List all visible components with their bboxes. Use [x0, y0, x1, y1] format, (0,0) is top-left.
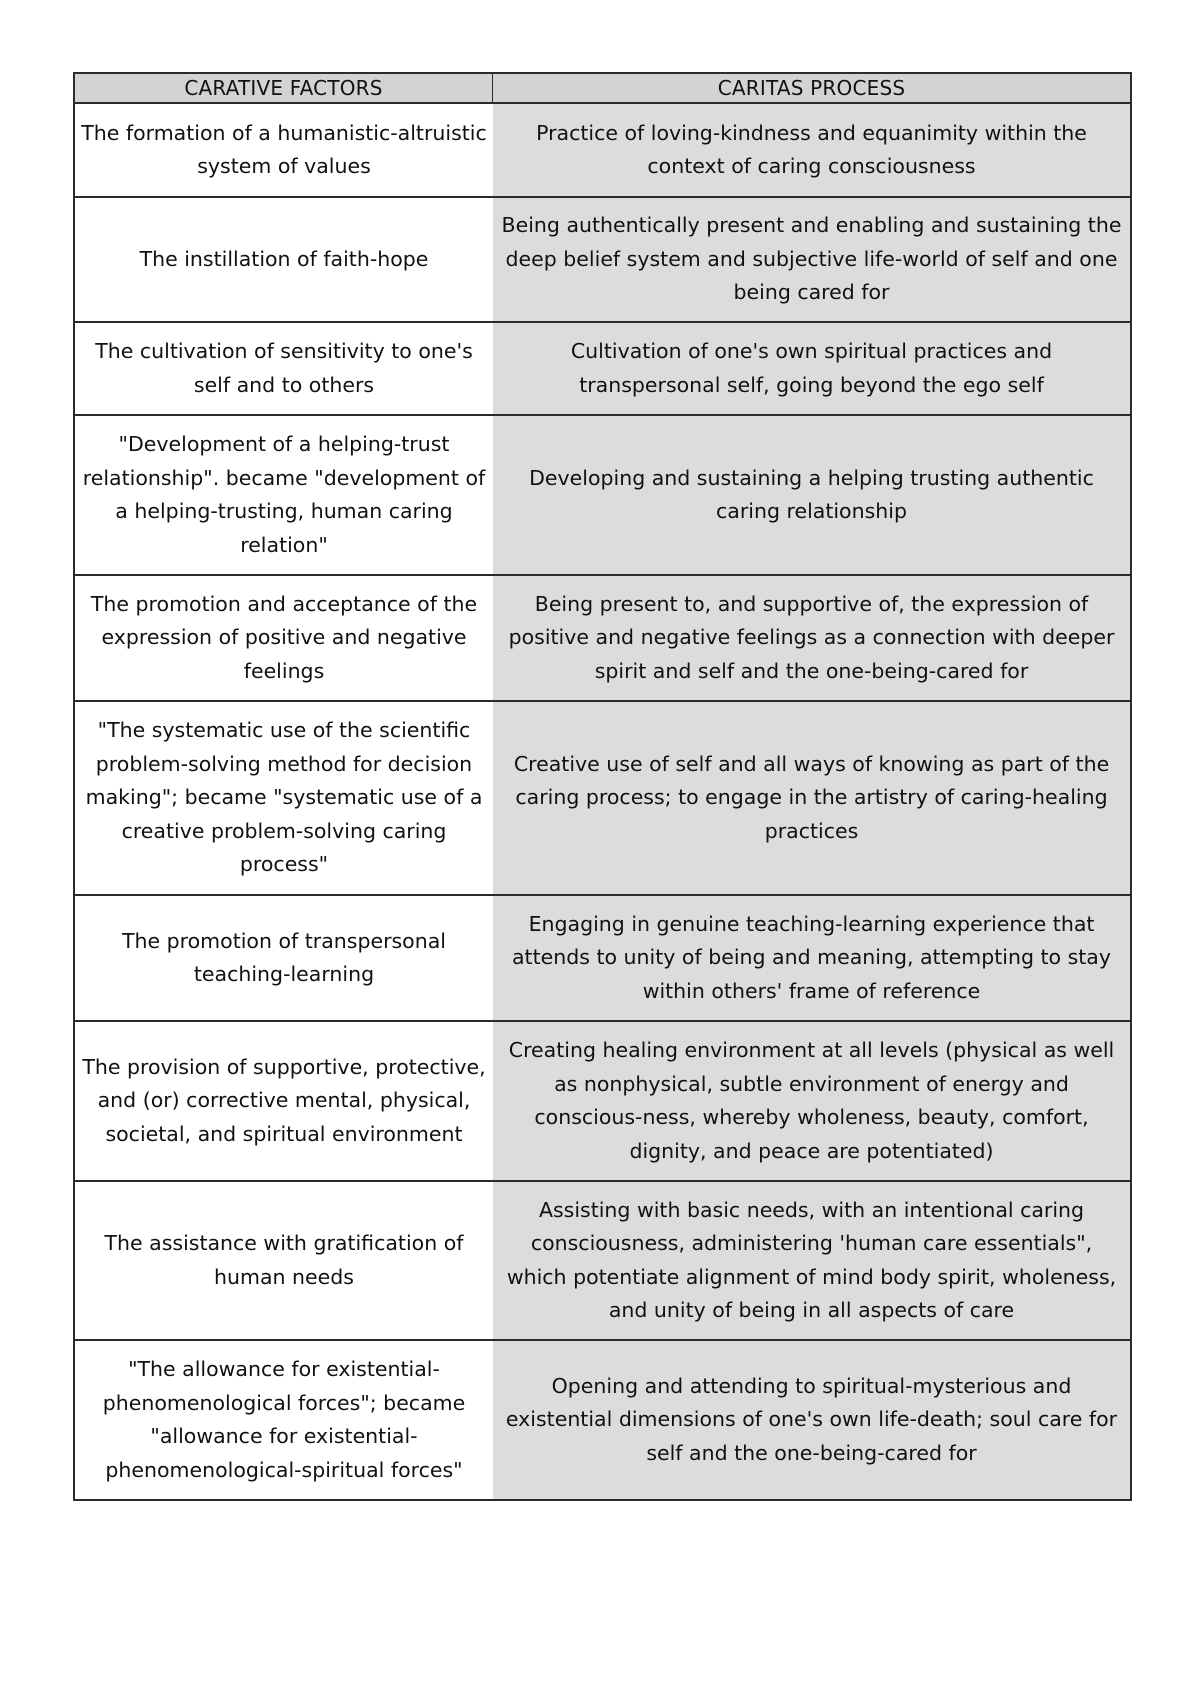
factor-cell-1: The formation of a humanistic-altruistic system of values: [75, 104, 493, 198]
header-carative-factors: CARATIVE FACTORS: [75, 74, 493, 104]
factor-cell-5: The promotion and acceptance of the expression of positive and negative feelings: [75, 576, 493, 702]
process-cell-6: Creative use of self and all ways of knowing as part of the caring process; to engage in the artistry of caring-healing practices: [493, 702, 1130, 896]
factor-cell-4: "Development of a helping-trust relationship". became "development of a helping-trusting, human caring relation": [75, 416, 493, 576]
factor-cell-7: The promotion of transpersonal teaching-learning: [75, 896, 493, 1022]
carative-caritas-table: [73, 72, 1132, 1501]
factor-cell-6: "The systematic use of the scientific problem-solving method for decision making"; became "systematic use of a creative problem-solving caring process": [75, 702, 493, 896]
process-cell-10: Opening and attending to spiritual-mysterious and existential dimensions of one's own life-death; soul care for self and the one-being-cared for: [493, 1341, 1130, 1499]
process-cell-1: Practice of loving-kindness and equanimity within the context of caring consciousness: [493, 104, 1130, 198]
factor-cell-9: The assistance with gratification of human needs: [75, 1182, 493, 1341]
factor-cell-8: The provision of supportive, protective, and (or) corrective mental, physical, societal, and spiritual environment: [75, 1022, 493, 1182]
process-cell-8: Creating healing environment at all levels (physical as well as nonphysical, subtle environment of energy and conscious-ness, whereby wholeness, beauty, comfort, dignity, and peace are potentiated): [493, 1022, 1130, 1182]
process-cell-5: Being present to, and supportive of, the expression of positive and negative feelings as a connection with deeper spirit and self and the one-being-cared for: [493, 576, 1130, 702]
process-cell-2: Being authentically present and enabling and sustaining the deep belief system and subjective life-world of self and one being cared for: [493, 198, 1130, 323]
process-cell-7: Engaging in genuine teaching-learning experience that attends to unity of being and meaning, attempting to stay within others' frame of reference: [493, 896, 1130, 1022]
process-cell-9: Assisting with basic needs, with an intentional caring consciousness, administering 'human care essentials", which potentiate alignment of mind body spirit, wholeness, and unity of being in all aspects of care: [493, 1182, 1130, 1341]
header-caritas-process: CARITAS PROCESS: [493, 74, 1130, 104]
factor-cell-3: The cultivation of sensitivity to one's self and to others: [75, 323, 493, 416]
factor-cell-2: The instillation of faith-hope: [75, 198, 493, 323]
factor-cell-10: "The allowance for existential-phenomenological forces"; became "allowance for existential-phenomenological-spiritual forces": [75, 1341, 493, 1499]
process-cell-3: Cultivation of one's own spiritual practices and transpersonal self, going beyond the ego self: [493, 323, 1130, 416]
process-cell-4: Developing and sustaining a helping trusting authentic caring relationship: [493, 416, 1130, 576]
